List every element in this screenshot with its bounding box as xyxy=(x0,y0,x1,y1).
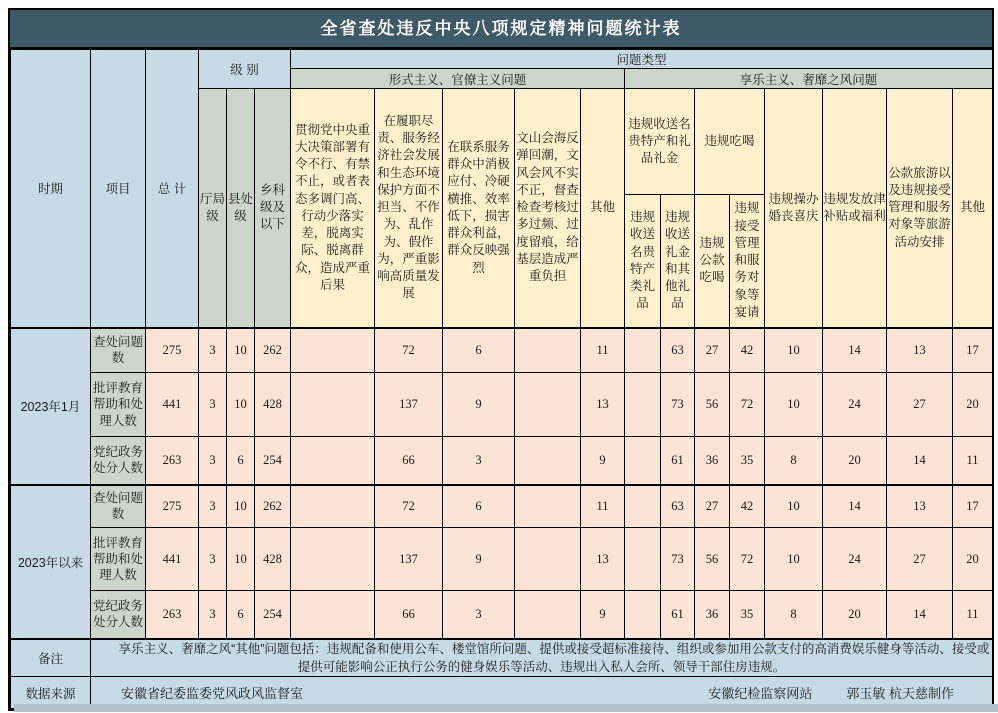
col-header-level-county: 县处级 xyxy=(227,89,255,328)
data-cell: 72 xyxy=(375,328,443,373)
data-cell xyxy=(291,528,375,591)
bottom-strip xyxy=(14,704,998,712)
data-cell: 11 xyxy=(581,328,625,373)
page-title: 全省查处违反中央八项规定精神问题统计表 xyxy=(10,10,992,49)
data-cell: 27 xyxy=(695,328,730,373)
data-cell: 3 xyxy=(199,437,227,485)
data-cell: 56 xyxy=(695,528,730,591)
data-cell: 66 xyxy=(375,437,443,485)
data-cell: 6 xyxy=(227,591,255,639)
data-cell xyxy=(625,528,661,591)
source-credit: 郭玉敏 杭天慈制作 xyxy=(846,686,955,701)
col-header-banquets: 违规接受管理和服务对象等宴请 xyxy=(730,195,765,328)
data-cell xyxy=(515,328,581,373)
data-cell: 10 xyxy=(765,528,823,591)
data-cell: 10 xyxy=(227,485,255,528)
data-cell: 42 xyxy=(730,485,765,528)
data-cell xyxy=(515,591,581,639)
col-header-allowances: 违规发放津补贴或福利 xyxy=(823,89,887,328)
data-cell: 428 xyxy=(255,528,291,591)
remark-paragraph: 享乐主义、奢靡之风“其他”问题包括：违规配备和使用公车、楼堂馆所问题、提供或接受超标准接待、组织或参加用公款支付的高消费娱乐健身等活动、接受或提供可能影响公正执行公务的健身娱乐等活动、违规出入私人会所、领导干部住房违规。 xyxy=(118,641,990,674)
group-header-formalism: 形式主义、官僚主义问题 xyxy=(291,69,625,89)
table-row xyxy=(11,528,993,591)
data-cell xyxy=(291,485,375,528)
data-cell: 61 xyxy=(661,437,695,485)
data-cell: 36 xyxy=(695,591,730,639)
data-cell: 10 xyxy=(227,328,255,373)
group-header-level: 级 别 xyxy=(199,50,291,89)
data-cell: 73 xyxy=(661,528,695,591)
data-cell: 6 xyxy=(443,328,515,373)
data-cell: 8 xyxy=(765,591,823,639)
period-cell: 2023年1月 xyxy=(11,328,91,485)
group-header-dining: 违规吃喝 xyxy=(695,89,765,195)
data-cell: 10 xyxy=(765,328,823,373)
table-row xyxy=(11,328,993,373)
data-cell: 27 xyxy=(887,528,953,591)
data-cell: 20 xyxy=(953,373,993,437)
data-cell: 13 xyxy=(581,528,625,591)
col-header-period: 时期 xyxy=(11,50,91,328)
row-label: 党纪政务处分人数 xyxy=(91,591,146,639)
row-label: 查处问题数 xyxy=(91,328,146,373)
col-header-formalism-other: 其他 xyxy=(581,89,625,328)
data-cell: 27 xyxy=(695,485,730,528)
data-cell: 3 xyxy=(199,528,227,591)
data-cell xyxy=(515,485,581,528)
row-label: 批评教育帮助和处理人数 xyxy=(91,528,146,591)
data-cell: 9 xyxy=(581,437,625,485)
data-cell: 14 xyxy=(823,328,887,373)
data-cell xyxy=(625,437,661,485)
col-header-public-funds-dining: 违规公款吃喝 xyxy=(695,195,730,328)
col-header-weddings-funerals: 违规操办婚丧喜庆 xyxy=(765,89,823,328)
data-cell: 275 xyxy=(146,485,199,528)
data-cell: 137 xyxy=(375,373,443,437)
period-cell: 2023年以来 xyxy=(11,485,91,639)
statistics-sheet xyxy=(8,8,994,711)
col-header-total: 总 计 xyxy=(146,50,199,328)
remark-row xyxy=(11,639,993,677)
data-cell: 3 xyxy=(199,373,227,437)
source-org: 安徽省纪委监委党风政风监督室 xyxy=(121,686,304,701)
data-cell: 27 xyxy=(887,373,953,437)
data-cell: 61 xyxy=(661,591,695,639)
col-header-item: 项目 xyxy=(91,50,146,328)
data-cell: 10 xyxy=(227,373,255,437)
data-cell xyxy=(515,373,581,437)
data-cell: 3 xyxy=(443,591,515,639)
data-cell: 63 xyxy=(661,485,695,528)
data-cell: 13 xyxy=(581,373,625,437)
data-cell: 10 xyxy=(765,485,823,528)
data-cell: 14 xyxy=(887,591,953,639)
data-cell: 72 xyxy=(730,528,765,591)
data-cell: 10 xyxy=(765,373,823,437)
data-cell: 441 xyxy=(146,528,199,591)
table-row xyxy=(11,373,993,437)
group-header-hedonism: 享乐主义、奢靡之风问题 xyxy=(625,69,993,89)
data-cell: 11 xyxy=(953,591,993,639)
data-cell: 35 xyxy=(730,437,765,485)
data-cell: 9 xyxy=(581,591,625,639)
data-cell: 24 xyxy=(823,373,887,437)
source-website: 安徽纪检监察网站 xyxy=(708,686,813,701)
data-cell: 254 xyxy=(255,437,291,485)
data-cell: 14 xyxy=(823,485,887,528)
data-cell xyxy=(515,528,581,591)
data-cell: 275 xyxy=(146,328,199,373)
table-row xyxy=(11,437,993,485)
data-cell xyxy=(291,437,375,485)
data-cell: 9 xyxy=(443,528,515,591)
data-cell xyxy=(625,485,661,528)
data-cell: 3 xyxy=(199,485,227,528)
data-cell: 9 xyxy=(443,373,515,437)
col-header-formalism-3: 在联系服务群众中消极应付、冷硬横推、效率低下，损害群众利益，群众反映强烈 xyxy=(443,89,515,328)
group-header-gifts: 违规收送名贵特产和礼品礼金 xyxy=(625,89,695,195)
data-cell: 6 xyxy=(227,437,255,485)
data-cell: 42 xyxy=(730,328,765,373)
data-cell: 13 xyxy=(887,485,953,528)
table-row xyxy=(11,485,993,528)
data-cell: 66 xyxy=(375,591,443,639)
data-cell xyxy=(625,591,661,639)
data-cell: 262 xyxy=(255,485,291,528)
data-cell: 35 xyxy=(730,591,765,639)
data-cell: 262 xyxy=(255,328,291,373)
data-cell: 56 xyxy=(695,373,730,437)
group-header-problem-type: 问题类型 xyxy=(291,50,993,69)
data-cell: 14 xyxy=(887,437,953,485)
data-cell: 20 xyxy=(823,591,887,639)
col-header-hedonism-other: 其他 xyxy=(953,89,993,328)
data-cell: 263 xyxy=(146,591,199,639)
col-header-public-travel: 公款旅游以及违规接受管理和服务对象等旅游活动安排 xyxy=(887,89,953,328)
data-cell: 3 xyxy=(199,328,227,373)
data-cell: 72 xyxy=(730,373,765,437)
data-cell: 63 xyxy=(661,328,695,373)
data-cell xyxy=(291,591,375,639)
data-cell: 11 xyxy=(581,485,625,528)
data-cell: 17 xyxy=(953,485,993,528)
header-row-1 xyxy=(11,50,993,69)
remark-label: 备注 xyxy=(11,639,91,677)
data-cell xyxy=(291,373,375,437)
data-cell: 8 xyxy=(765,437,823,485)
data-cell: 254 xyxy=(255,591,291,639)
data-cell: 72 xyxy=(375,485,443,528)
data-cell: 36 xyxy=(695,437,730,485)
data-cell: 24 xyxy=(823,528,887,591)
col-header-specialty-gifts: 违规收送名贵特产类礼品 xyxy=(625,195,661,328)
data-cell: 10 xyxy=(227,528,255,591)
data-cell xyxy=(625,373,661,437)
data-cell: 73 xyxy=(661,373,695,437)
remark-text xyxy=(91,639,993,677)
data-cell: 3 xyxy=(443,437,515,485)
table-row xyxy=(11,591,993,639)
col-header-formalism-4: 文山会海反弹回潮，文风会风不实不正，督查检查考核过多过频、过度留痕，给基层造成严重负担 xyxy=(515,89,581,328)
data-cell: 17 xyxy=(953,328,993,373)
source-label: 数据来源 xyxy=(11,677,91,709)
data-cell: 20 xyxy=(823,437,887,485)
row-label: 党纪政务处分人数 xyxy=(91,437,146,485)
col-header-cash-gifts: 违规收送礼金和其他礼品 xyxy=(661,195,695,328)
row-label: 查处问题数 xyxy=(91,485,146,528)
statistics-table xyxy=(10,49,993,709)
data-cell: 428 xyxy=(255,373,291,437)
col-header-formalism-1: 贯彻党中央重大决策部署有令不行、有禁不止，或者表态多调门高、行动少落实差，脱离实际、脱离群众，造成严重后果 xyxy=(291,89,375,328)
col-header-level-township: 乡科级及以下 xyxy=(255,89,291,328)
data-cell: 137 xyxy=(375,528,443,591)
row-label: 批评教育帮助和处理人数 xyxy=(91,373,146,437)
data-cell: 263 xyxy=(146,437,199,485)
data-cell: 13 xyxy=(887,328,953,373)
data-cell: 20 xyxy=(953,528,993,591)
col-header-level-bureau: 厅局级 xyxy=(199,89,227,328)
col-header-formalism-2: 在履职尽责、服务经济社会发展和生态环境保护方面不担当、不作为、乱作为、假作为，严重影响高质量发展 xyxy=(375,89,443,328)
data-cell xyxy=(625,328,661,373)
data-cell xyxy=(291,328,375,373)
data-cell: 441 xyxy=(146,373,199,437)
data-cell: 3 xyxy=(199,591,227,639)
data-cell xyxy=(515,437,581,485)
data-cell: 11 xyxy=(953,437,993,485)
data-cell: 6 xyxy=(443,485,515,528)
